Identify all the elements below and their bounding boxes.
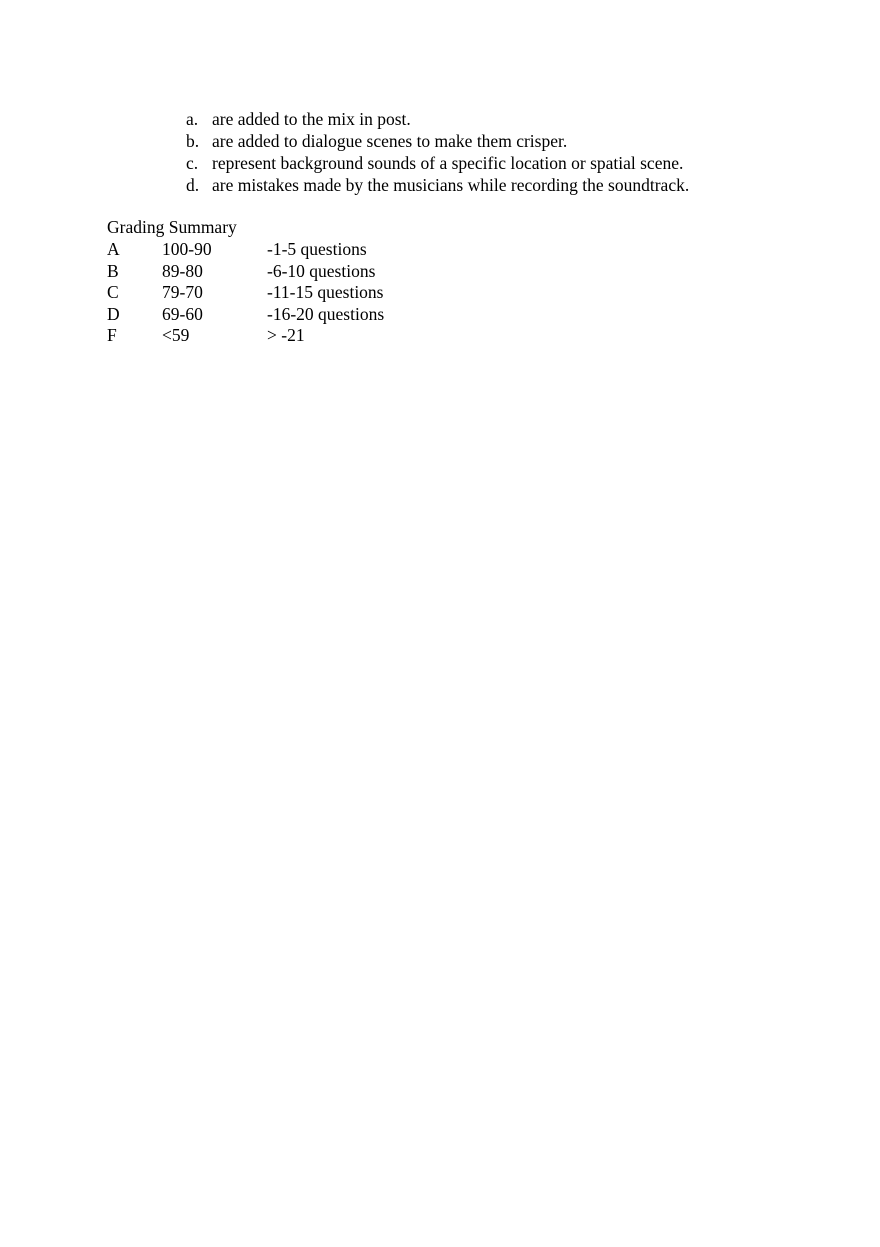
grade-description: -6-10 questions [267, 260, 376, 281]
option-letter: c. [186, 153, 199, 173]
grade-letter: C [107, 282, 119, 302]
grade-range: 100-90 [162, 239, 212, 259]
grade-row-a [107, 238, 607, 260]
grade-row-b [107, 260, 607, 282]
answer-option-d [186, 174, 826, 196]
grade-description: -1-5 questions [267, 239, 367, 259]
answer-options [186, 108, 826, 196]
option-text: represent background sounds of a specific location or spatial scene. [212, 153, 684, 173]
grade-description: -16-20 questions [267, 303, 385, 324]
grade-range: 69-60 [162, 303, 203, 324]
option-text: are added to dialogue scenes to make them crisper. [212, 131, 568, 151]
answer-option-b [186, 130, 826, 152]
grade-row-d [107, 303, 607, 325]
option-letter: a. [186, 109, 199, 129]
grade-range: <59 [162, 325, 190, 345]
grade-letter: A [107, 239, 120, 259]
grading-summary [107, 216, 607, 346]
answer-option-c [186, 152, 826, 174]
option-text: are mistakes made by the musicians while recording the soundtrack. [212, 175, 690, 195]
answer-option-a [186, 108, 826, 130]
grade-row-c [107, 281, 607, 303]
option-text: are added to the mix in post. [212, 109, 411, 129]
option-letter: b. [186, 131, 200, 151]
grade-row-f [107, 324, 607, 346]
grade-range: 89-80 [162, 260, 203, 281]
grade-letter: B [107, 260, 119, 281]
grade-letter: D [107, 303, 120, 324]
grade-description: -11-15 questions [267, 282, 384, 302]
grade-letter: F [107, 325, 117, 345]
option-letter: d. [186, 175, 200, 195]
grade-range: 79-70 [162, 282, 203, 302]
grading-summary-title: Grading Summary [107, 217, 237, 237]
grade-description: > -21 [267, 325, 305, 345]
